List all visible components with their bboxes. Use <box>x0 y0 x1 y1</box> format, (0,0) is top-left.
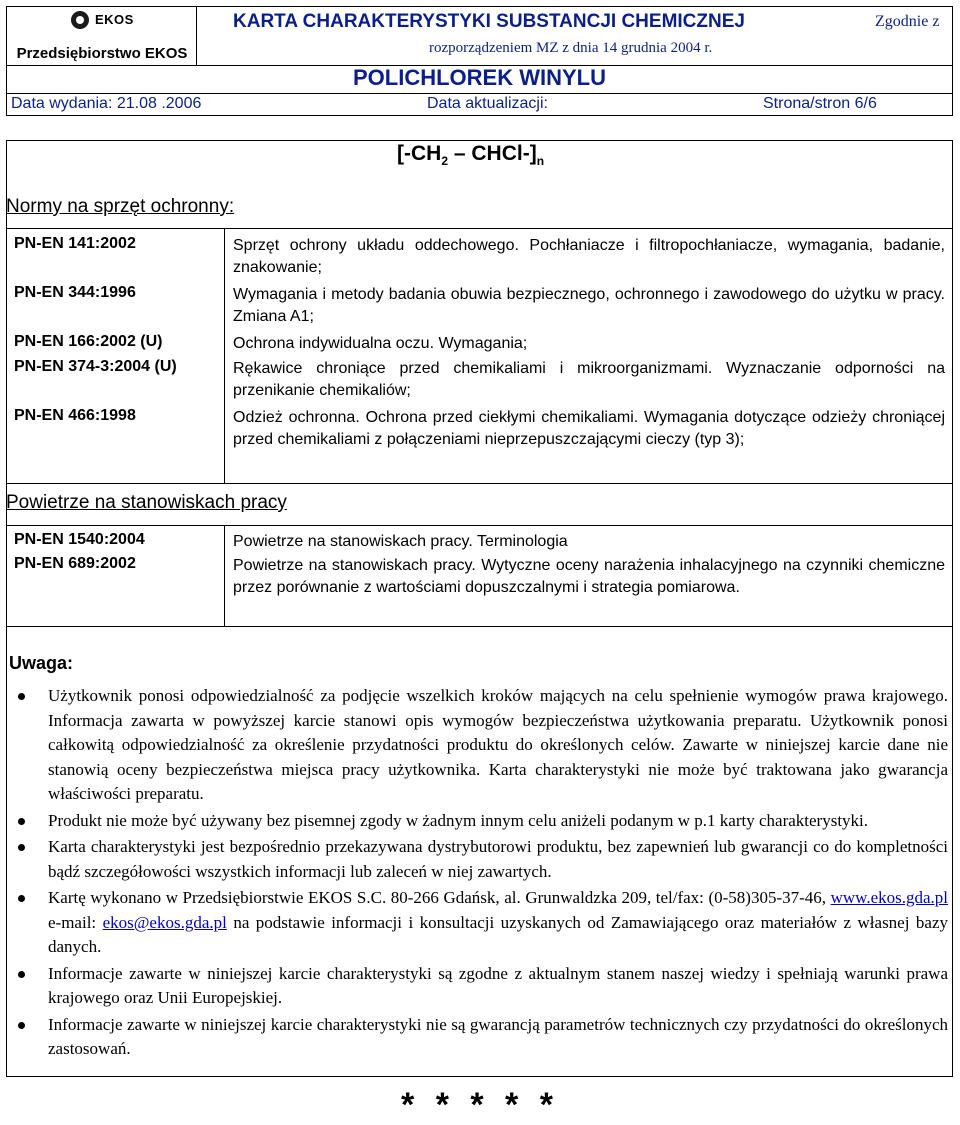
equipment-standards-table <box>6 228 953 484</box>
standard-code: PN-EN 141:2002 <box>14 235 136 252</box>
ekos-logo <box>69 9 149 37</box>
standard-description: Powietrze na stanowiskach pracy. Wytyczne oceny narażenia inhalacyjnego na czynniki chemiczne przez porównanie z wartościami dopuszczalnymi i strategia pomiarowa. <box>233 557 945 596</box>
standard-description: Sprzęt ochrony układu oddechowego. Pochłaniacze i filtropochłaniacze, wymagania, badanie, znakowanie; <box>233 237 945 276</box>
formula-part: [-CH <box>397 142 442 165</box>
logo-text: EKOS <box>95 12 134 27</box>
website-link[interactable]: www.ekos.gda.pl <box>830 888 948 907</box>
workplace-section-title: Powietrze na stanowiskach pracy <box>6 492 287 513</box>
compliance-label: Zgodnie z <box>875 13 940 30</box>
formula-subscript: n <box>536 154 545 169</box>
standard-code: PN-EN 166:2002 (U) <box>14 333 163 350</box>
logo-emblem-icon <box>71 11 89 29</box>
list-item: Produkt nie może być używany bez pisemnej zgody w żadnym innym celu aniżeli podanym w p.1 karty charakterystyki. <box>14 809 948 834</box>
standard-code: PN-EN 1540:2004 <box>14 531 145 548</box>
column-divider <box>224 526 225 626</box>
formula-subscript: 2 <box>441 154 449 169</box>
standard-code: PN-EN 344:1996 <box>14 284 136 301</box>
end-marker: * * * * * <box>401 1086 559 1124</box>
card-title: KARTA CHARAKTERYSTYKI SUBSTANCJI CHEMICZNEJ <box>233 11 745 32</box>
standard-code: PN-EN 374-3:2004 (U) <box>14 358 177 375</box>
ekos-text: na podstawie informacji i konsultacji uzyskanych od Zamawiającego oraz materiałów z własnej bazy danych. <box>48 912 948 956</box>
product-name: POLICHLOREK WINYLU <box>353 65 606 90</box>
regulation-text: rozporządzeniem MZ z dnia 14 grudnia 2004 r. <box>429 40 713 56</box>
chemical-formula <box>397 142 544 168</box>
ekos-text: e-mail: <box>48 912 103 932</box>
company-cell <box>7 7 197 65</box>
document-header <box>6 6 953 116</box>
list-item: Użytkownik ponosi odpowiedzialność za podjęcie wszelkich kroków mających na celu spełnienie wymogów prawa krajowego. Informacja zawarta w powyższej karcie stanowi opis wymogów bezpieczeństwa użytkowania preparatu. Użytkownik ponosi całkowitą odpowiedzialność za określenie przydatności produktu do określonych celów. Zawarte w niniejszej karcie dane nie stanowią oceny bezpieczeństwa miejsca pracy użytkownika. Karta charakterystyki nie może być traktowana jako gwarancja właściwości preparatu. <box>14 684 948 807</box>
issue-date: Data wydania: 21.08 .2006 <box>11 95 202 112</box>
standard-description: Powietrze na stanowiskach pracy. Terminologia <box>233 533 568 550</box>
note-list <box>14 684 948 1064</box>
formula-part: – CHCl-] <box>448 142 537 165</box>
standard-code: PN-EN 689:2002 <box>14 555 136 572</box>
equipment-section-title: Normy na sprzęt ochronny: <box>6 196 235 217</box>
list-item: Karta charakterystyki jest bezpośrednio przekazywana dystrybutorowi produktu, bez zapewnień lub gwarancji co do kompletności bądź szczegółowości wszystkich informacji lub zaleceń w niej zawartych. <box>14 835 948 884</box>
divider <box>7 93 952 94</box>
list-item: Informacje zawarte w niniejszej karcie charakterystyki nie są gwarancją parametrów technicznych czy przydatności do określonych zastosowań. <box>14 1013 948 1062</box>
standard-description: Rękawice chroniące przed chemikaliami i mikroorganizmami. Wyznaczanie odporności na przenikanie chemikaliów; <box>233 360 945 399</box>
company-name: Przedsiębiorstwo EKOS <box>16 45 188 62</box>
page-number: Strona/stron 6/6 <box>763 95 877 112</box>
column-divider <box>224 229 225 483</box>
standard-description: Odzież ochronna. Ochrona przed ciekłymi chemikaliami. Wymagania dotyczące odzieży chroniącej przed chemikaliami z połączeniami nieprzepuszczającymi cieczy (typ 3); <box>233 409 945 448</box>
update-date: Data aktualizacji: <box>427 95 548 112</box>
ekos-text: Kartę wykonano w Przedsiębiorstwie EKOS S.C. 80-266 Gdańsk, al. Grunwaldzka 209, tel/fax: (0-58)305-37-46, <box>48 888 831 907</box>
list-item <box>14 886 948 960</box>
list-item: Informacje zawarte w niniejszej karcie charakterystyki są zgodne z aktualnym stanem naszej wiedzy i spełniają warunki prawa krajowego oraz Unii Europejskiej. <box>14 962 948 1011</box>
standard-code: PN-EN 466:1998 <box>14 407 136 424</box>
standard-description: Ochrona indywidualna oczu. Wymagania; <box>233 335 528 352</box>
standard-description: Wymagania i metody badania obuwia bezpiecznego, ochronnego i zawodowego do użytku w pracy. Zmiana A1; <box>233 286 945 325</box>
note-title: Uwaga: <box>9 653 74 673</box>
email-link[interactable]: ekos@ekos.gda.pl <box>102 912 227 932</box>
workplace-standards-table <box>6 525 953 627</box>
